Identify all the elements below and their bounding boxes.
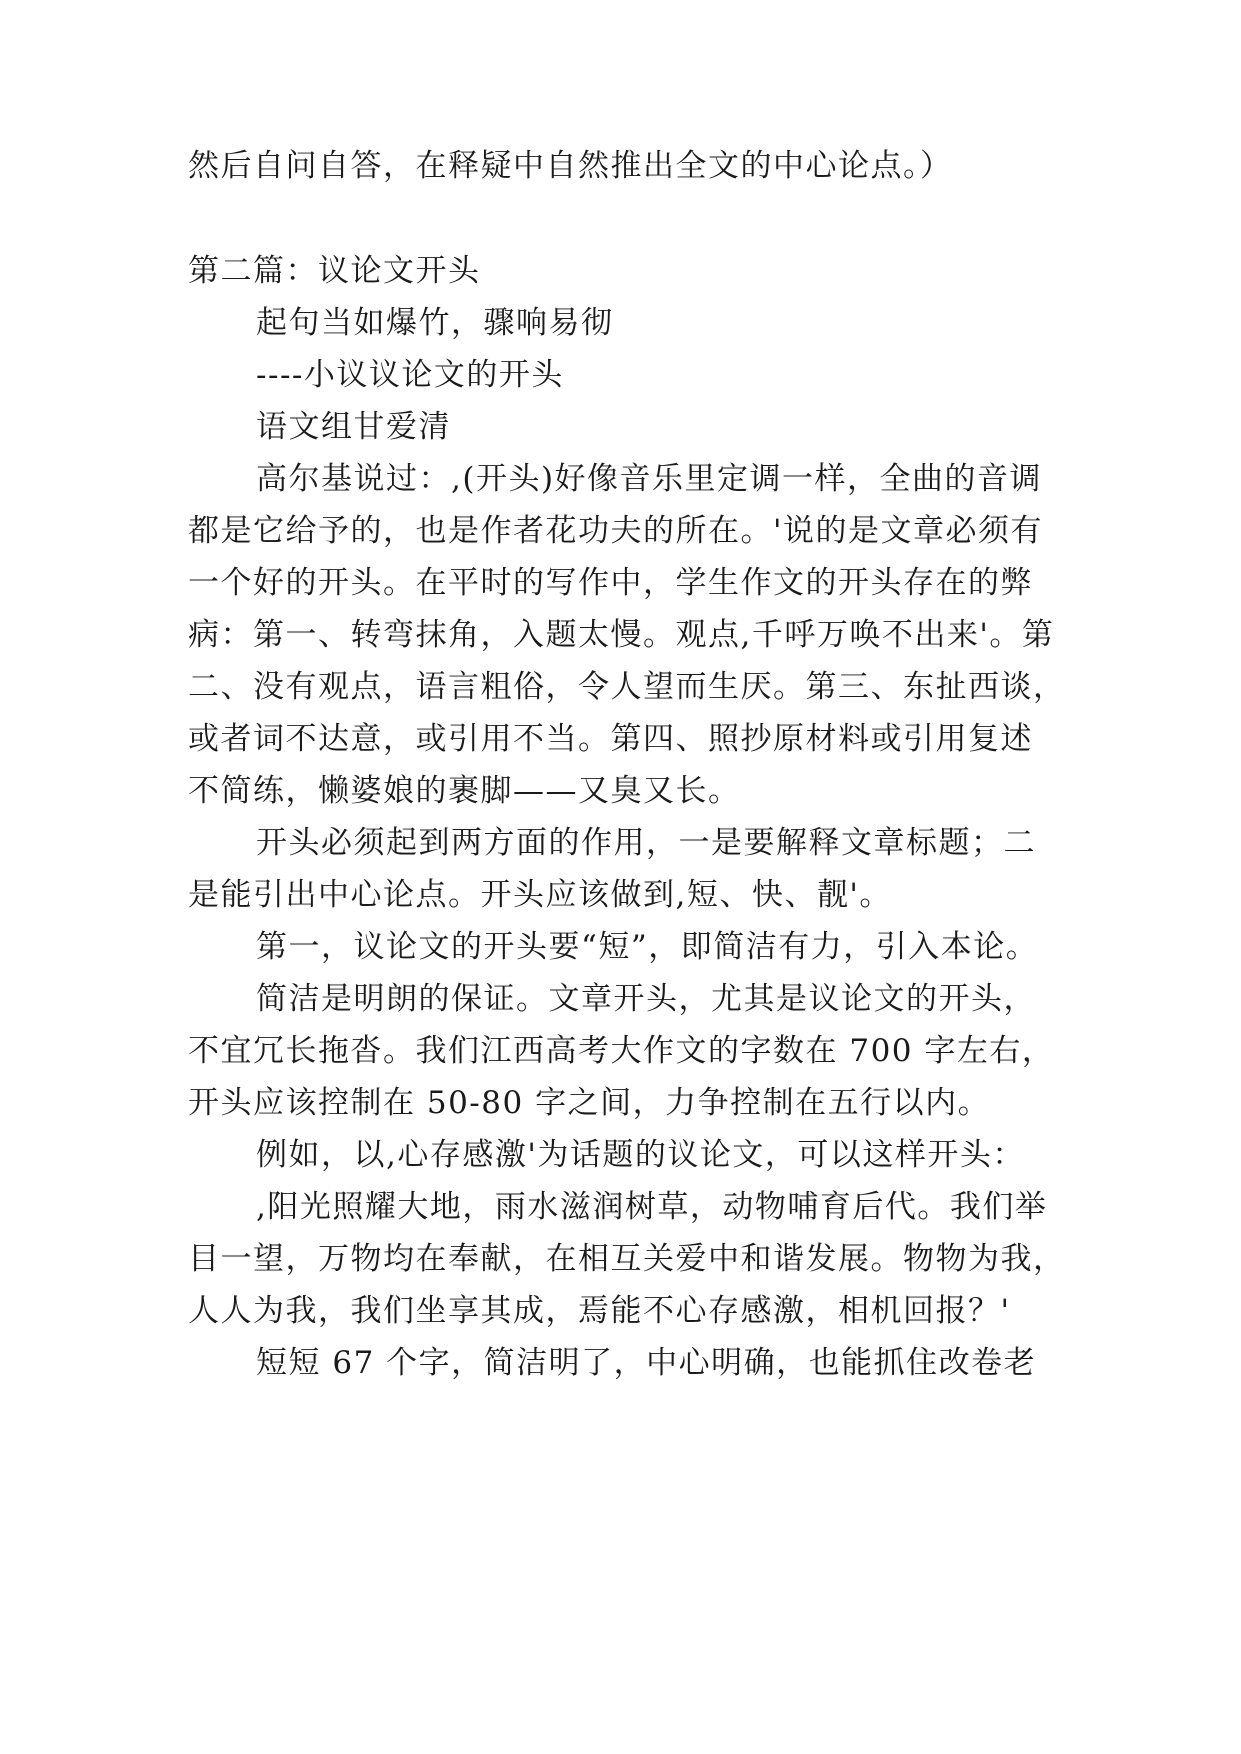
paragraph-line: 短短 67 个字，简洁明了，中心明确，也能抓住改卷老 (256, 1345, 1037, 1381)
paragraph-line: 是能引出中心论点。开头应该做到,短、快、靓'。 (188, 877, 892, 913)
paragraph-line: 病：第一、转弯抹角，入题太慢。观点,千呼万唤不出来'。第 (188, 617, 1055, 653)
article-subtitle: ----小议议论文的开头 (256, 357, 564, 393)
paragraph-line: 不宜冗长拖沓。我们江西高考大作文的字数在 700 字左右， (188, 1033, 1055, 1069)
paragraph-line: 简洁是明朗的保证。文章开头，尤其是议论文的开头， (256, 981, 1036, 1017)
paragraph-line: 然后自问自答，在释疑中自然推出全文的中心论点。） (188, 148, 953, 184)
article-author: 语文组甘爱清 (256, 409, 451, 445)
paragraph-line: 例如，以,心存感激'为话题的议论文，可以这样开头： (256, 1137, 1025, 1173)
paragraph-line: 高尔基说过：,(开头)好像音乐里定调一样，全曲的音调 (256, 461, 1043, 497)
paragraph-line: 人人为我，我们坐享其成，焉能不心存感激，相机回报？' (188, 1293, 1011, 1329)
paragraph-line: 第一，议论文的开头要“短”，即简洁有力，引入本论。 (256, 929, 1039, 965)
paragraph-line: 或者词不达意，或引用不当。第四、照抄原材料或引用复述 (188, 721, 1033, 757)
paragraph-line: 不简练，懒婆娘的裹脚——又臭又长。 (188, 773, 741, 809)
paragraph-line: 都是它给予的，也是作者花功夫的所在。'说的是文章必须有 (188, 513, 1044, 549)
paragraph-line: 目一望，万物均在奉献，在相互关爱中和谐发展。物物为我， (188, 1241, 1066, 1277)
paragraph-line: 二、没有观点，语言粗俗，令人望而生厌。第三、东扯西谈， (188, 669, 1066, 705)
paragraph-line: 开头必须起到两方面的作用，一是要解释文章标题；二 (256, 825, 1036, 861)
article-title: 起句当如爆竹，骤响易彻 (256, 305, 614, 341)
section-heading: 第二篇：议论文开头 (188, 253, 481, 289)
paragraph-line: 开头应该控制在 50-80 字之间，力争控制在五行以内。 (188, 1085, 991, 1121)
paragraph-line: ,阳光照耀大地，雨水滋润树草，动物哺育后代。我们举 (256, 1189, 1048, 1225)
paragraph-line: 一个好的开头。在平时的写作中，学生作文的开头存在的弊 (188, 565, 1033, 601)
